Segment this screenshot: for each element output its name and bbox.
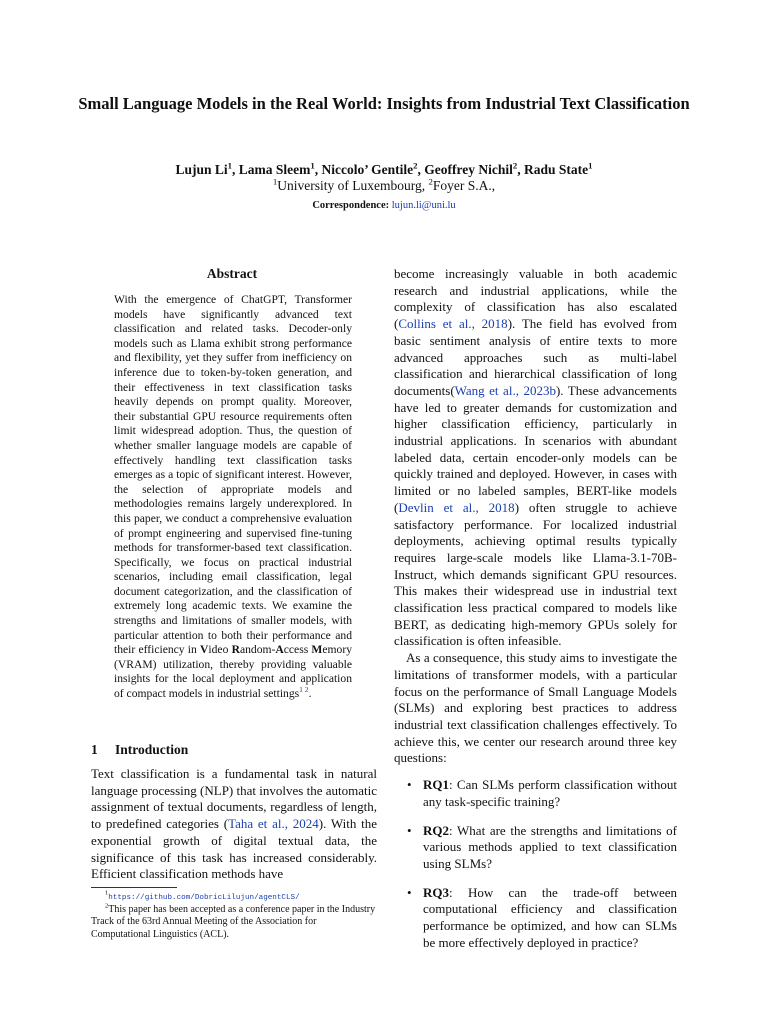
abstract-body: emory (VRAM) utilization, thereby providing valuable insights for the local deployment and application of compact models in industrial settings	[114, 643, 352, 701]
research-questions-list	[394, 777, 677, 951]
abstract-body: andom-	[239, 643, 276, 657]
bullet-icon: •	[407, 884, 412, 900]
footnote-url-link[interactable]: https://github.com/DobricLilujun/agentCLS/	[108, 894, 300, 902]
author-separator: ,	[314, 162, 322, 177]
author-name: Lujun Li	[175, 162, 228, 177]
list-item	[394, 823, 677, 873]
footnote-mark: 2	[105, 902, 109, 910]
section-heading-introduction	[91, 741, 381, 759]
acronym-letter: V	[200, 643, 209, 657]
bullet-icon: •	[407, 777, 412, 793]
citation-link[interactable]: Wang et al., 2023b	[454, 382, 556, 398]
affiliation-mark: 2	[428, 176, 433, 187]
question-label: RQ2	[423, 822, 449, 838]
abstract-heading: Abstract	[206, 266, 258, 281]
affiliations	[60, 177, 708, 195]
affiliation-1: University of Luxembourg,	[277, 178, 429, 193]
body-paragraph: As a consequence, this study aims to investigate the limitations of transformer models, with a particular focus on the performance of Small Language Models (SLMs) and exploring best practices to address industrial text classification challenges effectively. To achieve this, we center our research around three key questions:	[394, 650, 677, 766]
abstract-body: ccess	[283, 643, 312, 657]
bullet-icon: •	[407, 822, 412, 838]
author-separator: ,	[417, 162, 425, 177]
list-item	[394, 885, 677, 952]
correspondence	[60, 199, 708, 213]
right-column	[394, 266, 677, 963]
acronym-letter: A	[275, 643, 284, 657]
footnote-ref-link[interactable]: 1 2	[299, 685, 309, 695]
body-text: ). The field has evolved from basic sentiment analysis of entire texts to more advanced approaches such as multi-label classification and hierarchical classification of long documents(	[394, 316, 677, 398]
affiliation-2: Foyer S.A.,	[432, 178, 496, 193]
acronym-letter: R	[231, 643, 240, 657]
question-text: : Can SLMs perform classification without any task-specific training?	[423, 777, 677, 809]
introduction-paragraph	[91, 766, 377, 883]
citation-link[interactable]: Taha et al., 2024	[228, 816, 319, 832]
affiliation-mark: 1	[310, 160, 315, 171]
body-text: ). These advancements have led to greater demands for customization and higher classification efficiency, particularly in industrial applications. In scenarios with abundant labeled data, certain encoder-only models can be quickly trained and deployed. However, in cases with limited or no labeled samples, BERT-like models (	[394, 382, 677, 515]
affiliation-mark: 1	[227, 160, 232, 171]
footnotes	[91, 891, 377, 941]
question-label: RQ1	[423, 777, 449, 793]
footnote-rule	[91, 887, 177, 888]
abstract-body: ideo	[208, 643, 232, 657]
abstract-body: With the emergence of ChatGPT, Transformer models have significantly advanced text classification and related tasks. Decoder-only models such as Llama exhibit strong performance and flexibility, yet they suffer from inefficiency on inference due to token-by-token generation, and their effectiveness in text classification tasks heavily depends on prompt quality. Moreover, their substantial GPU resource requirements often limit widespread adoption. Thus, the question of whether smaller language models are capable of effectively handling text classification tasks emerges as a topic of significant interest. However, the selection of appropriate models and methodologies remains largely underexplored. In this paper, we conduct a comprehensive evaluation of prompt engineering and supervised fine-tuning methods for transformer-based text classification. Specifically, we focus on practical industrial scenarios, including email classification, legal document categorization, and the classification of extremely long academic texts. We examine the strengths and limitations of smaller models, with particular attention to both their performance and their efficiency in	[114, 293, 352, 657]
affiliation-mark: 1	[272, 176, 278, 187]
abstract-text	[114, 293, 352, 702]
author-name: Geoffrey Nichil	[424, 162, 513, 177]
author-name: Niccolo’ Gentile	[321, 162, 414, 177]
affiliation-mark: 1	[588, 160, 593, 171]
author-separator: ,	[517, 162, 524, 177]
footnote-mark: 1	[105, 889, 109, 897]
paper-title: Small Language Models in the Real World: Insights from Industrial Text Classification	[78, 94, 690, 113]
author-name: Lama Sleem	[238, 162, 311, 177]
affiliation-mark: 2	[413, 160, 418, 171]
question-label: RQ3	[423, 884, 449, 900]
body-text: ) often struggle to achieve satisfactory performance. For localized industrial deployments, achieving optimal results typically requires large-scale models like Llama-3.1-70B-Instruct, which demands significant GPU resources. This makes their widespread use in industrial text classification less practical compared to models like BERT, as dedicating high-memory GPUs solely for classification is often infeasible.	[394, 499, 677, 649]
body-text: become increasingly valuable in both academic research and industrial applications, while the complexity of classification has also escalated (	[394, 266, 677, 332]
list-item	[394, 777, 677, 810]
question-text: : What are the strengths and limitations of various methods applied to text classification using SLMs?	[423, 822, 677, 871]
citation-link[interactable]: Collins et al., 2018	[398, 316, 508, 332]
citation-link[interactable]: Devlin et al., 2018	[398, 499, 515, 515]
body-text: ). With the exponential growth of digital textual data, the significance of this task has increased considerably. Efficient classification methods have	[91, 816, 378, 882]
question-text: : How can the trade-off between computational efficiency and classification performance be optimized, and how can SLMs be more effectively deployed in practice?	[423, 884, 677, 950]
author-separator: ,	[232, 162, 239, 177]
body-paragraph	[394, 266, 677, 650]
correspondence-email-link[interactable]: lujun.li@uni.lu	[391, 200, 456, 211]
body-text: Text classification is a fundamental task in natural language processing (NLP) that involves the automatic assignment of textual documents, regardless of length, to predefined categories (	[91, 766, 377, 832]
section-title: Introduction	[115, 742, 189, 757]
footnote-1	[91, 891, 377, 904]
acronym-letter: M	[311, 643, 323, 657]
section-number: 1	[91, 742, 98, 757]
affiliation-mark: 2	[512, 160, 518, 171]
correspondence-label: Correspondence:	[312, 200, 390, 211]
footnote-text: This paper has been accepted as a conference paper in the Industry Track of the 63rd Annual Meeting of the Association for Computational Linguistics (ACL).	[91, 904, 376, 940]
footnote-2	[91, 904, 377, 941]
author-name: Radu State	[524, 162, 589, 177]
abstract-body: .	[308, 687, 312, 701]
